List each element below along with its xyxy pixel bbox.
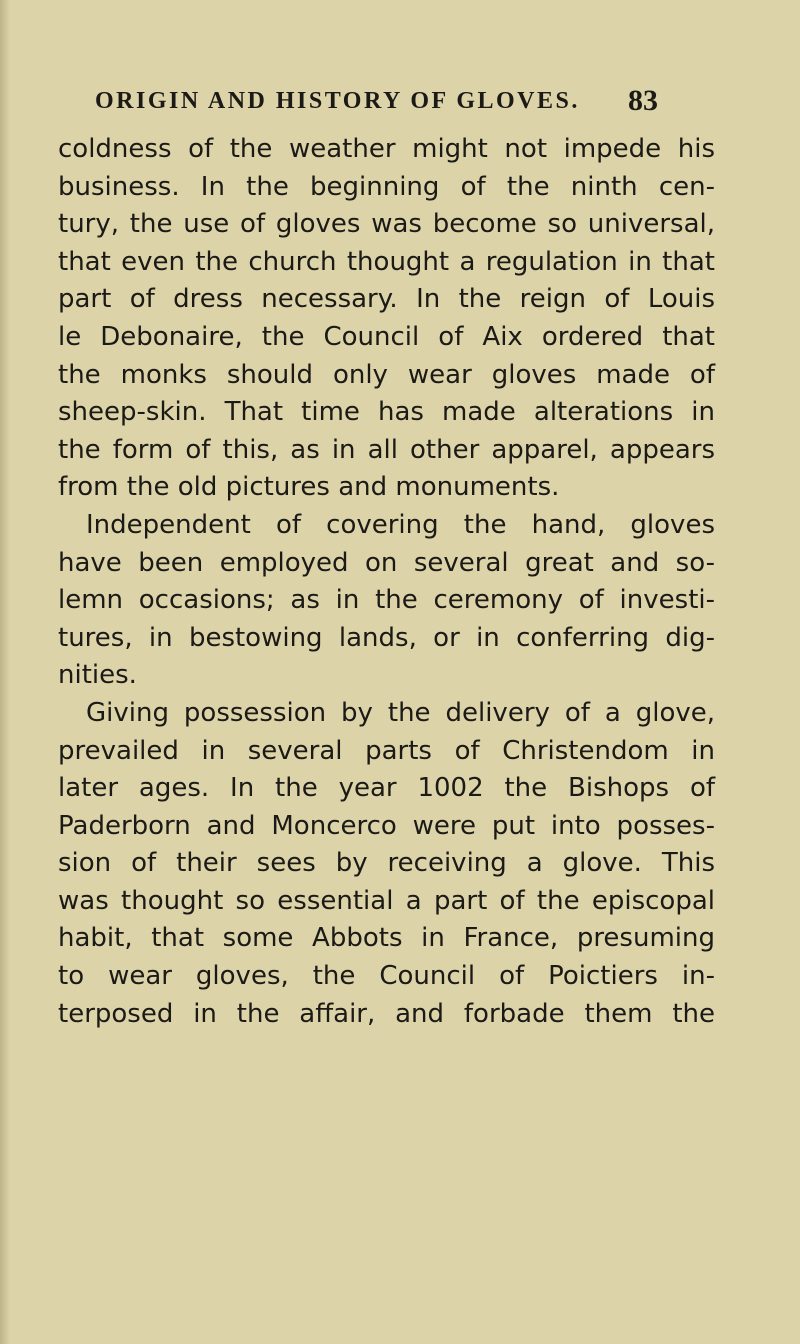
text-line: have been employed on several great and so- [58, 547, 715, 578]
text-line: part of dress necessary. In the reign of Louis [58, 284, 715, 315]
text-line: sheep-skin. That time has made alterations in [58, 397, 715, 428]
text-line: from the old pictures and monuments. [58, 472, 560, 503]
text-line: lemn occasions; as in the ceremony of investi- [58, 585, 715, 616]
text-line: the monks should only wear gloves made of [58, 359, 715, 390]
text-line: later ages. In the year 1002 the Bishops of [58, 773, 715, 804]
body-text [55, 131, 715, 1033]
text-line: tures, in bestowing lands, or in conferring dig- [58, 622, 715, 653]
text-line: Independent of covering the hand, gloves [86, 509, 715, 540]
text-line: tury, the use of gloves was become so universal, [58, 209, 715, 240]
text-line: terposed in the affair, and forbade them the [58, 998, 715, 1029]
text-line: Giving possession by the delivery of a glove, [86, 697, 715, 728]
page-gutter-shadow [0, 0, 10, 1344]
text-line: business. In the beginning of the ninth cen- [58, 171, 715, 202]
text-line: habit, that some Abbots in France, presuming [58, 923, 715, 954]
text-line: le Debonaire, the Council of Aix ordered that [58, 321, 715, 352]
text-line: sion of their sees by receiving a glove. This [58, 848, 715, 879]
text-line: coldness of the weather might not impede his [58, 134, 715, 164]
text-line: was thought so essential a part of the episcopal [58, 885, 715, 916]
text-line: prevailed in several parts of Christendom in [58, 735, 715, 766]
page-number: 83 [628, 84, 658, 117]
text-line: the form of this, as in all other apparel, appears [58, 434, 715, 465]
text-line: Paderborn and Moncerco were put into posses- [58, 810, 715, 841]
running-header [95, 84, 695, 128]
text-line: that even the church thought a regulation in that [58, 246, 715, 277]
text-line: to wear gloves, the Council of Poictiers in- [58, 961, 715, 992]
running-title: ORIGIN AND HISTORY OF GLOVES. [95, 88, 580, 114]
text-line: nities. [58, 660, 137, 691]
